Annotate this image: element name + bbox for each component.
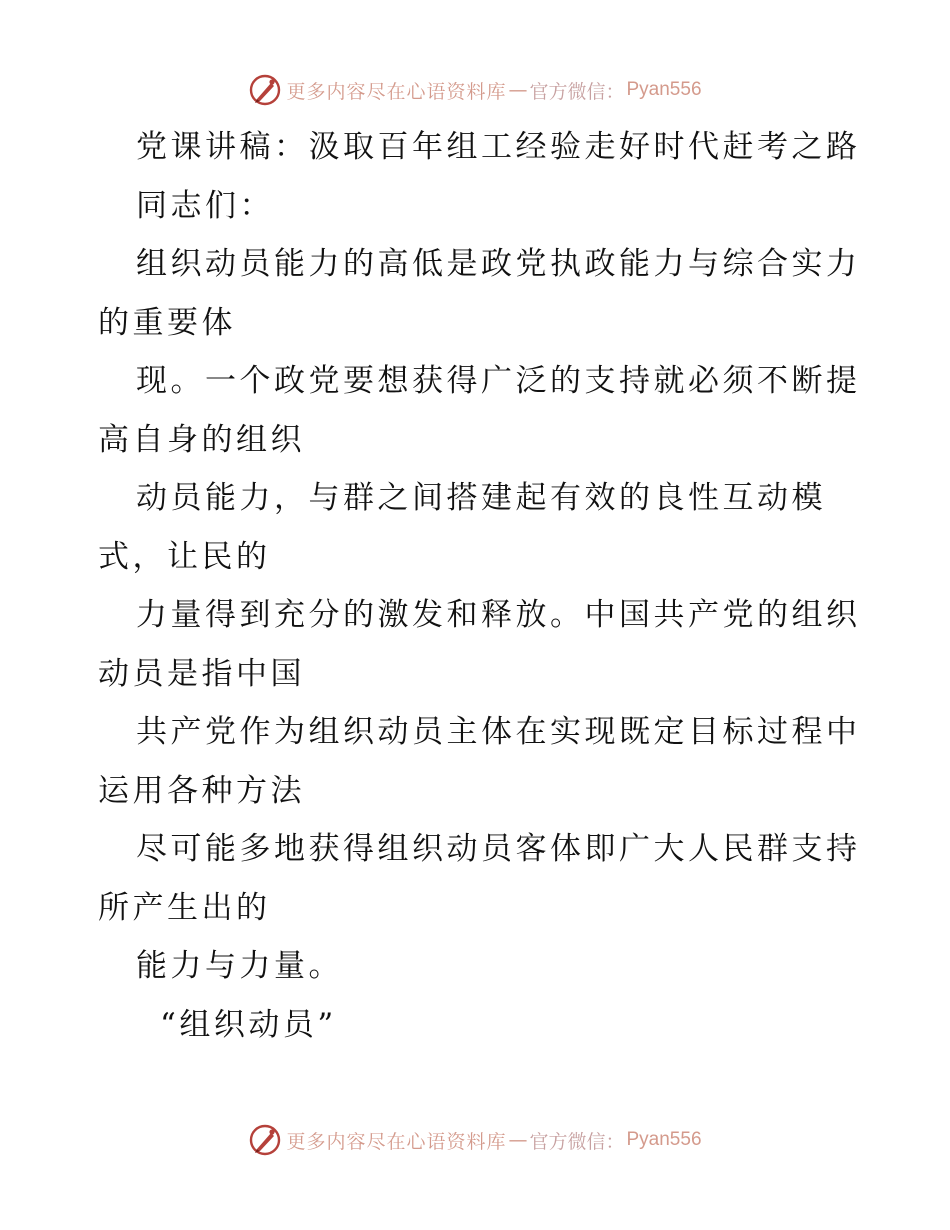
header-watermark	[0, 68, 950, 112]
pen-logo-icon	[248, 1123, 282, 1157]
watermark-wechat-id: Pyan556	[626, 79, 702, 100]
paragraph-line: 动员能力，与群之间搭建起有效的良性互动模	[136, 480, 826, 516]
watermark-separator: —	[508, 1129, 528, 1151]
paragraph-line: 式，让民的	[98, 538, 271, 575]
watermark-wechat-label: 官方微信：	[529, 80, 625, 103]
paragraph-line: 动员是指中国	[98, 655, 305, 692]
pen-logo-icon	[248, 73, 282, 107]
watermark-wechat-id: Pyan556	[626, 1129, 702, 1150]
paragraph-line: 的重要体	[98, 304, 236, 341]
paragraph-line: 所产生出的	[98, 889, 271, 926]
paragraph-line: 现。一个政党要想获得广泛的支持就必须不断提	[136, 363, 861, 399]
paragraph-line: 高自身的组织	[98, 421, 305, 458]
watermark-separator: —	[508, 79, 528, 101]
paragraph-line: 组织动员能力的高低是政党执政能力与综合实力	[136, 246, 861, 282]
watermark-wechat-label: 官方微信：	[529, 1130, 625, 1153]
document-body	[98, 118, 861, 1054]
footer-watermark	[0, 1118, 950, 1162]
paragraph-line: 运用各种方法	[98, 772, 305, 809]
salutation: 同志们：	[136, 187, 274, 224]
paragraph-line: 共产党作为组织动员主体在实现既定目标过程中	[136, 714, 861, 750]
document-title: 党课讲稿：汲取百年组工经验走好时代赶考之路	[136, 129, 861, 165]
paragraph-line: “组织动员”	[160, 1006, 337, 1043]
watermark-text: 更多内容尽在心语资料库	[286, 80, 507, 103]
watermark-text: 更多内容尽在心语资料库	[286, 1130, 507, 1153]
paragraph-line: 尽可能多地获得组织动员客体即广大人民群支持	[136, 831, 861, 867]
paragraph-line: 力量得到充分的激发和释放。中国共产党的组织	[136, 597, 861, 633]
paragraph-line: 能力与力量。	[136, 948, 343, 984]
